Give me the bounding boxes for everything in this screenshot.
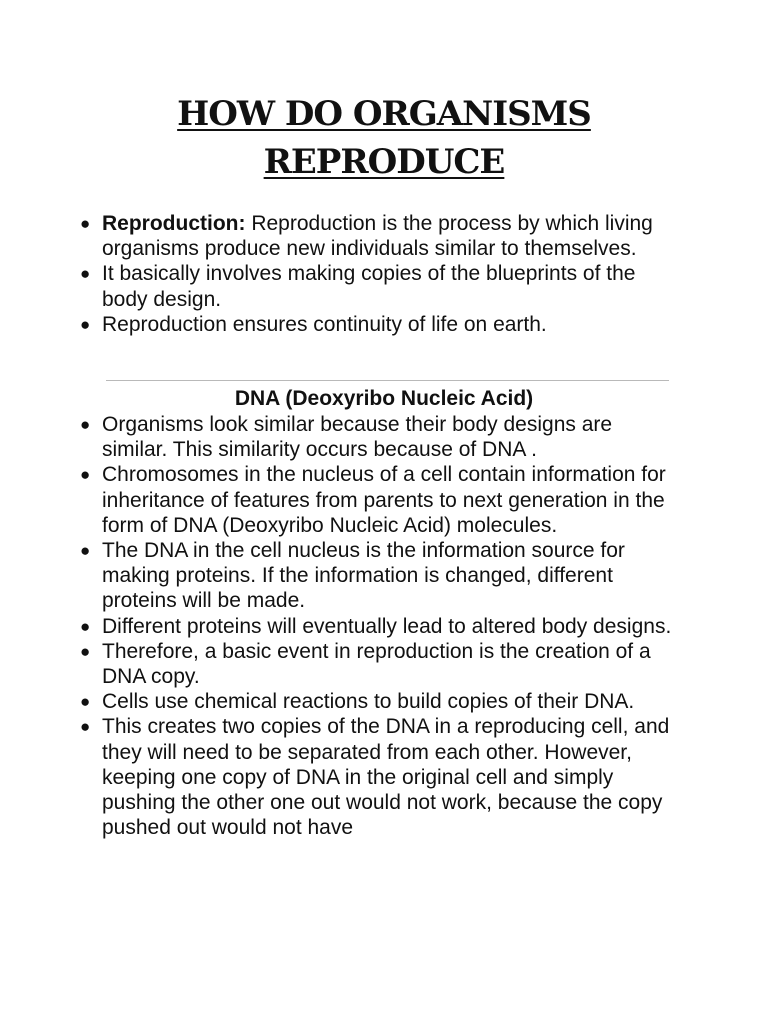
bullet-icon: ● bbox=[80, 465, 91, 485]
list-item-text: The DNA in the cell nucleus is the information source for making proteins. If the information is changed, different proteins will be made. bbox=[102, 539, 625, 613]
bullet-icon: ● bbox=[80, 264, 91, 284]
list-item bbox=[0, 211, 674, 261]
dna-bullet-list bbox=[0, 412, 674, 840]
page-title-line-2: REPRODUCE bbox=[263, 142, 505, 182]
list-item-text: Chromosomes in the nucleus of a cell contain information for inheritance of features from parents to next generation in the form of DNA (Deoxyribo Nucleic Acid) molecules. bbox=[102, 463, 666, 537]
bullet-icon: ● bbox=[80, 541, 91, 561]
list-item bbox=[0, 689, 674, 714]
bullet-icon: ● bbox=[80, 214, 91, 233]
list-item bbox=[0, 639, 674, 689]
bullet-icon: ● bbox=[80, 692, 91, 712]
bullet-icon: ● bbox=[80, 314, 91, 334]
list-item-text: Organisms look similar because their body designs are similar. This similarity occurs because of DNA . bbox=[102, 413, 613, 462]
bullet-icon: ● bbox=[80, 717, 91, 737]
list-item-text: This creates two copies of the DNA in a reproducing cell, and they will need to be separated from each other. However, keeping one copy of DNA in the original cell and simply pushing the other one out would not work, because the copy pushed out would not have bbox=[102, 715, 670, 840]
list-item bbox=[0, 714, 674, 840]
intro-bullet-list bbox=[0, 211, 674, 337]
page-title bbox=[0, 90, 768, 186]
bullet-icon: ● bbox=[80, 415, 91, 434]
list-item bbox=[0, 538, 674, 614]
list-item-text: It basically involves making copies of the blueprints of the body design. bbox=[102, 262, 636, 311]
list-item bbox=[0, 462, 674, 538]
list-item-text: Reproduction ensures continuity of life on earth. bbox=[102, 312, 547, 336]
section-divider bbox=[106, 380, 669, 381]
list-item-text: Reproduction is the process by which living organisms produce new individuals similar to themselves. bbox=[102, 212, 653, 261]
list-item-text: Cells use chemical reactions to build copies of their DNA. bbox=[102, 690, 635, 714]
definition-term: Reproduction: bbox=[102, 212, 246, 235]
list-item bbox=[0, 261, 674, 311]
section-heading: DNA (Deoxyribo Nucleic Acid) bbox=[234, 387, 534, 410]
page-title-line-1: HOW DO ORGANISMS bbox=[177, 94, 591, 134]
list-item bbox=[0, 312, 674, 337]
list-item-text: Therefore, a basic event in reproduction is the creation of a DNA copy. bbox=[102, 639, 651, 689]
bullet-icon: ● bbox=[80, 641, 91, 661]
list-item bbox=[0, 412, 674, 462]
bullet-icon: ● bbox=[80, 616, 91, 636]
list-item-text: Different proteins will eventually lead to altered body designs. bbox=[102, 614, 672, 638]
list-item bbox=[0, 614, 674, 639]
